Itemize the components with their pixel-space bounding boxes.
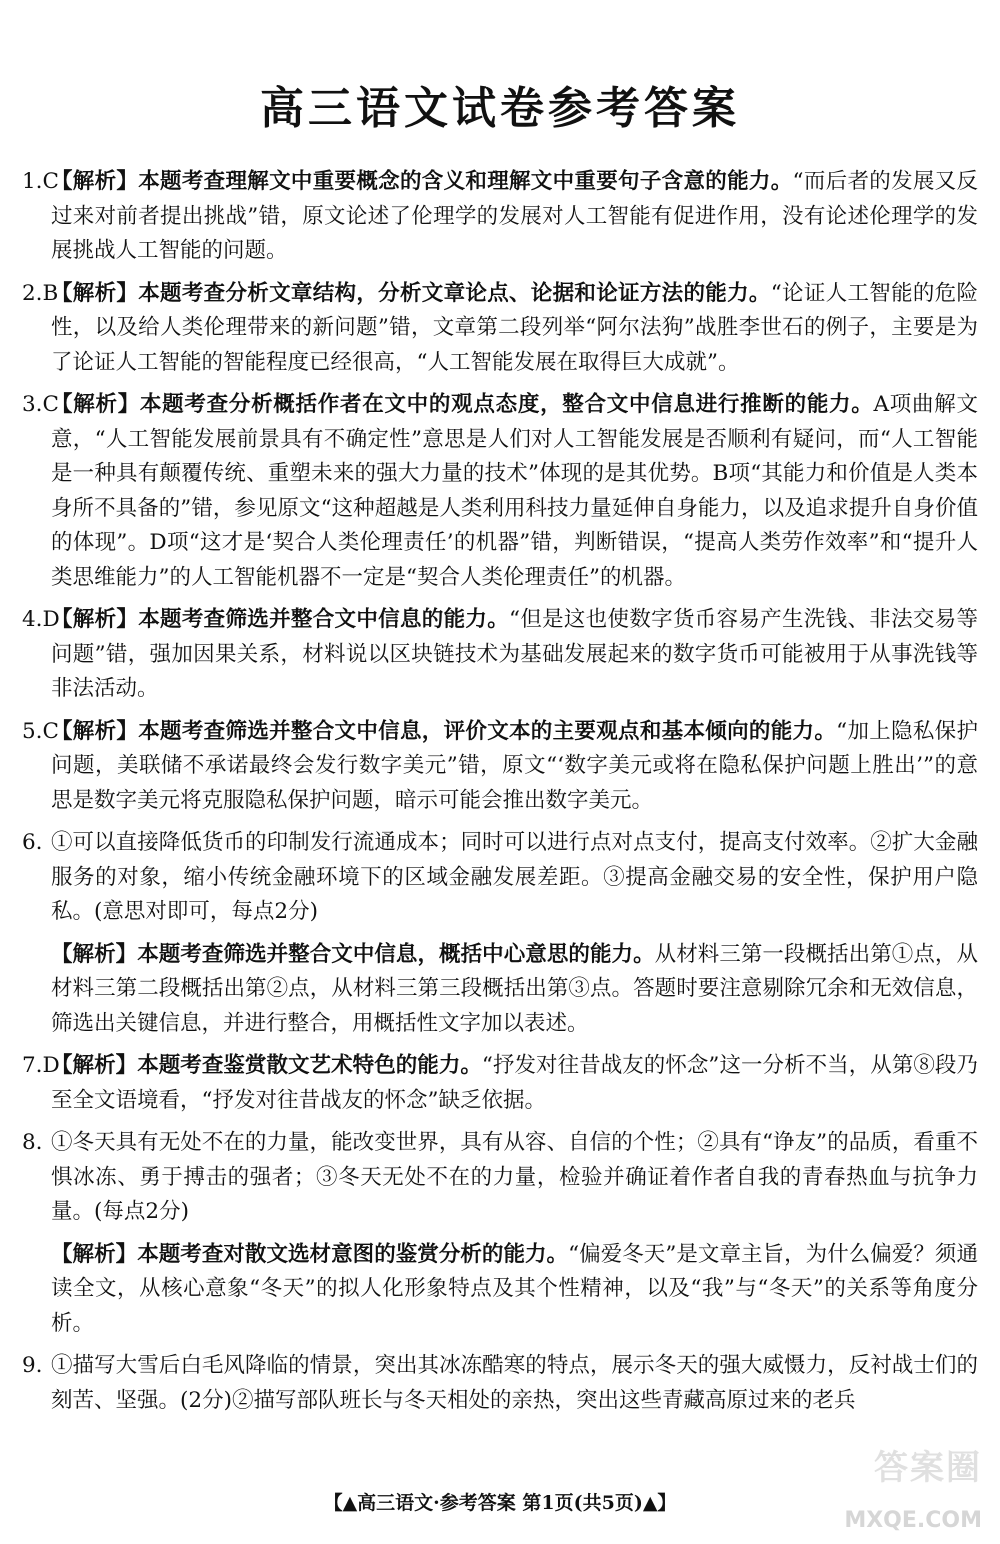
analysis-lead: 本题考查分析文章结构，分析文章论点、论据和论证方法的能力。 xyxy=(138,280,771,306)
analysis-body: “加上隐私保护问题，美联储不承诺最终会发行数字美元”错，原文“‘数字美元或将在隐私保护问题上胜出’”的意思是数字美元将克服隐私保护问题，暗示可能会推出数字美元。 xyxy=(51,718,978,813)
analysis-lead: 本题考查筛选并整合文中信息的能力。 xyxy=(138,607,510,632)
analysis-block xyxy=(51,938,978,1042)
page-title: 高三语文试卷参考答案 xyxy=(260,83,740,134)
answer-item-7 xyxy=(22,1049,978,1118)
analysis-tag: 【解析】 xyxy=(51,718,139,744)
item-number: 4.D xyxy=(22,607,60,632)
answer-item-6 xyxy=(22,826,978,1041)
analysis-body: “偏爱冬天”是文章主旨，为什么偏爱？须通读全文，从核心意象“冬天”的拟人化形象特点及其个性精神，以及“我”与“冬天”的关系等角度分析。 xyxy=(51,1241,978,1336)
analysis-tag: 【解析】 xyxy=(51,1241,138,1267)
analysis-lead: 本题考查对散文选材意图的鉴赏分析的能力。 xyxy=(137,1241,569,1267)
answer-list xyxy=(22,165,978,1426)
analysis-tag: 【解析】 xyxy=(51,941,138,967)
answer-item-1 xyxy=(22,165,978,269)
analysis-body: “论证人工智能的危险性，以及给人类伦理带来的新问题”错，文章第二段列举“阿尔法狗”战胜李世石的例子，主要是为了论证人工智能的智能程度已经很高，“人工智能发展在取得巨大成就”。 xyxy=(51,280,978,375)
analysis-body: “但是这也使数字货币容易产生洗钱、非法交易等问题”错，强加因果关系，材料说以区块链技术为基础发展起来的数字货币可能被用于从事洗钱等非法活动。 xyxy=(51,607,978,701)
analysis-lead: 本题考查筛选并整合文中信息，概括中心意思的能力。 xyxy=(137,941,655,967)
item-number: 8. xyxy=(22,1130,43,1155)
answer-item-5 xyxy=(22,715,978,819)
analysis-tag: 【解析】 xyxy=(51,280,139,306)
analysis-lead: 本题考查筛选并整合文中信息，评价文本的主要观点和基本倾向的能力。 xyxy=(138,718,837,744)
analysis-tag: 【解析】 xyxy=(51,392,140,417)
item-number: 3.C xyxy=(22,392,59,417)
page-footer: 【▲高三语文·参考答案 第1页(共5页)▲】 xyxy=(323,1492,677,1514)
answer-item-4 xyxy=(22,603,978,707)
analysis-body: “而后者的发展又反过来对前者提出挑战”错，原文论述了伦理学的发展对人工智能有促进作用，没有论述伦理学的发展挑战人工智能的问题。 xyxy=(51,169,978,263)
item-number: 2.B xyxy=(22,280,59,306)
analysis-body: A项曲解文意，“人工智能发展前景具有不确定性”意思是人们对人工智能发展是否顺利有疑问，而“人工智能是一种具有颠覆传统、重塑未来的强大力量的技术”体现的是其优势。B项“其能力和价值是人类本身所不具备的”错，参见原文“这种超越是人类利用科技力量延伸自身能力，以及追求提升自身价值的体现”。D项“这才是‘契合人类伦理责任’的机器”错，判断错误，“提高人类劳作效率”和“提升人类思维能力”的人工智能机器不一定是“契合人类伦理责任”的机器。 xyxy=(51,392,978,590)
item-number: 9. xyxy=(22,1353,43,1378)
analysis-body: 从材料三第一段概括出第①点，从材料三第二段概括出第②点，从材料三第三段概括出第③点。答题时要注意剔除冗余和无效信息，筛选出关键信息，并进行整合，用概括性文字加以表述。 xyxy=(51,941,978,1036)
analysis-block xyxy=(51,1238,978,1342)
analysis-body: “抒发对往昔战友的怀念”这一分析不当，从第⑧段乃至全文语境看，“抒发对往昔战友的怀念”缺乏依据。 xyxy=(51,1053,978,1113)
answer-text: ①描写大雪后白毛风降临的情景，突出其冰冻酷寒的特点，展示冬天的强大威慑力，反衬战士们的刻苦、坚强。(2分)②描写部队班长与冬天相处的亲热，突出这些青藏高原过来的老兵 xyxy=(51,1353,978,1413)
analysis-tag: 【解析】 xyxy=(51,607,139,632)
watermark-logo: 答案圈 xyxy=(874,1448,982,1488)
analysis-lead: 本题考查鉴赏散文艺术特色的能力。 xyxy=(137,1053,482,1078)
item-number: 6. xyxy=(22,830,43,855)
analysis-tag: 【解析】 xyxy=(51,1053,138,1078)
watermark-url: MXQE.COM xyxy=(844,1508,982,1533)
item-number: 5.C xyxy=(22,718,59,744)
analysis-lead: 本题考查分析概括作者在文中的观点态度，整合文中信息进行推断的能力。 xyxy=(139,392,874,417)
analysis-lead: 本题考查理解文中重要概念的含义和理解文中重要句子含意的能力。 xyxy=(138,169,793,194)
answer-item-2 xyxy=(22,277,978,381)
answer-item-8 xyxy=(22,1126,978,1341)
answer-text: ①冬天具有无处不在的力量，能改变世界，具有从容、自信的个性；②具有“诤友”的品质，看重不惧冰冻、勇于搏击的强者；③冬天无处不在的力量，检验并确证着作者自我的青春热血与抗争力量。(每点2分) xyxy=(51,1130,978,1224)
answer-text: ①可以直接降低货币的印制发行流通成本；同时可以进行点对点支付，提高支付效率。②扩大金融服务的对象，缩小传统金融环境下的区域金融发展差距。③提高金融交易的安全性，保护用户隐私。(意思对即可，每点2分) xyxy=(51,830,978,924)
answer-item-3 xyxy=(22,388,978,595)
analysis-tag: 【解析】 xyxy=(51,169,139,194)
answer-item-9 xyxy=(22,1349,978,1418)
item-number: 1.C xyxy=(22,169,59,194)
item-number: 7.D xyxy=(22,1053,60,1078)
